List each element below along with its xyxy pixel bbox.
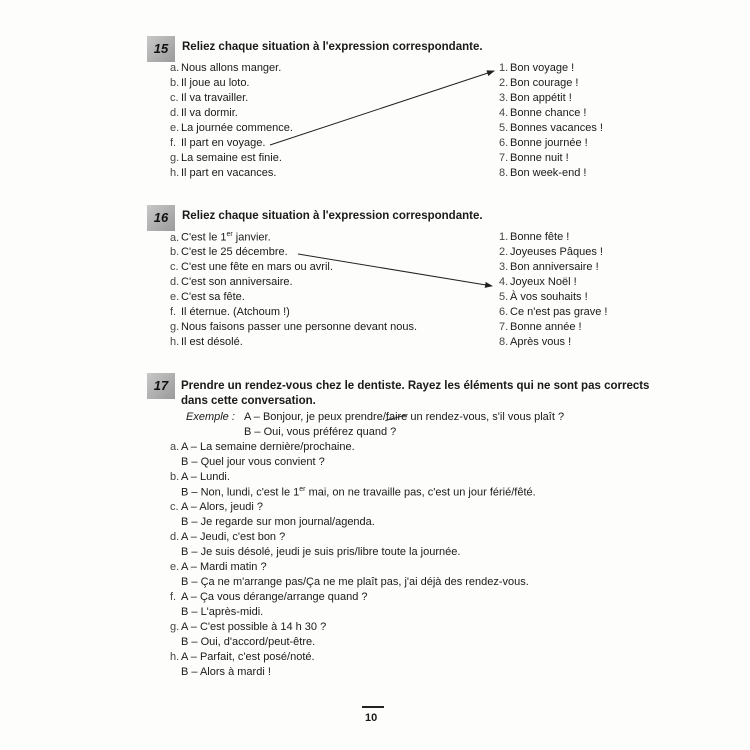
- expression-item: [499, 92, 572, 104]
- expression-item: [499, 306, 608, 318]
- exercise-16-title: Reliez chaque situation à l'expression correspondante.: [182, 210, 483, 222]
- dialogue-line-b: [181, 636, 315, 648]
- item-text: B – Ça ne m'arrange pas/Ça ne me plaît pas, j'ai déjà des rendez-vous.: [181, 576, 529, 588]
- item-label: 6.: [499, 306, 509, 318]
- expression-item: [499, 62, 574, 74]
- item-text: B – Je regarde sur mon journal/agenda.: [181, 516, 375, 528]
- expression-item: [499, 122, 603, 134]
- dialogue-line-a: [170, 471, 230, 483]
- item-text: Bonnes vacances !: [510, 122, 603, 134]
- item-text: Il est désolé.: [181, 336, 243, 348]
- item-label: h.: [170, 167, 180, 179]
- item-text: A – La semaine dernière/prochaine.: [181, 441, 355, 453]
- expression-item: [499, 246, 603, 258]
- expression-item: [499, 336, 571, 348]
- dialogue-line-b: [181, 486, 536, 499]
- arrow-f-to-1: [270, 71, 494, 145]
- item-text: Il joue au loto.: [181, 77, 250, 89]
- item-text: Il va travailler.: [181, 92, 249, 104]
- item-label: 2.: [499, 246, 509, 258]
- situation-item: [170, 291, 245, 303]
- expression-item: [499, 77, 579, 89]
- item-text: Il part en voyage.: [181, 137, 266, 149]
- item-label: h.: [170, 651, 180, 663]
- item-text: A – Ça vous dérange/arrange quand ?: [181, 591, 368, 603]
- item-text: Bonne journée !: [510, 137, 588, 149]
- item-text: Joyeuses Pâques !: [510, 246, 603, 258]
- item-label: f.: [170, 591, 177, 603]
- situation-item: [170, 167, 276, 179]
- item-text: La journée commence.: [181, 122, 293, 134]
- situation-item: [170, 261, 333, 273]
- item-text: Bon courage !: [510, 77, 579, 89]
- situation-item: [170, 77, 250, 89]
- situation-item: [170, 336, 243, 348]
- item-label: c.: [170, 261, 179, 273]
- expression-item: [499, 291, 588, 303]
- item-label: d.: [170, 276, 180, 288]
- item-text: B – Non, lundi, c'est le 1: [181, 486, 300, 499]
- item-label: 1.: [499, 62, 509, 74]
- example-a-text: A – Bonjour, je peux prendre/: [244, 411, 386, 423]
- item-text: Bon week-end !: [510, 167, 587, 179]
- item-label: 8.: [499, 336, 509, 348]
- item-label: 5.: [499, 122, 509, 134]
- item-label: 3.: [499, 261, 509, 273]
- item-label: f.: [170, 137, 177, 149]
- expression-item: [499, 137, 588, 149]
- item-label: 4.: [499, 276, 509, 288]
- dialogue-line-b: [181, 456, 325, 468]
- expression-item: [499, 167, 586, 179]
- item-label: 6.: [499, 137, 509, 149]
- example-line-a: [244, 411, 564, 423]
- dialogue-line-a: [170, 591, 368, 603]
- item-text: Après vous !: [510, 336, 572, 348]
- item-text: B – Oui, d'accord/peut-être.: [181, 636, 316, 648]
- expression-item: [499, 321, 582, 333]
- expression-item: [499, 107, 586, 119]
- item-text: Bonne chance !: [510, 107, 587, 119]
- item-text: Nous faisons passer une personne devant nous.: [181, 321, 418, 333]
- exercise-15-badge: 15: [147, 36, 175, 62]
- item-label: c.: [170, 92, 179, 104]
- item-text: Il va dormir.: [181, 107, 238, 119]
- page-number-rule: [362, 706, 384, 708]
- dialogue-line-a: [170, 561, 267, 573]
- item-label: a.: [170, 231, 180, 244]
- dialogue-line-b: [181, 516, 375, 528]
- example-label: Exemple :: [186, 411, 235, 423]
- situation-item: [170, 246, 288, 258]
- item-text-rest: janvier.: [232, 231, 271, 244]
- situation-item: [170, 107, 238, 119]
- item-label: g.: [170, 621, 180, 633]
- dialogue-line-b: [181, 546, 460, 558]
- item-text: A – Alors, jeudi ?: [181, 501, 263, 513]
- example-a-rest: un rendez-vous, s'il vous plaît ?: [407, 411, 565, 423]
- item-text: A – Jeudi, c'est bon ?: [181, 531, 286, 543]
- item-text: Bon appétit !: [510, 92, 572, 104]
- item-label: d.: [170, 531, 180, 543]
- situation-item: [170, 122, 293, 134]
- situation-item: [170, 306, 290, 318]
- situation-item: [170, 137, 265, 149]
- dialogue-line-a: [170, 441, 355, 453]
- item-label: b.: [170, 471, 180, 483]
- situation-item: [170, 62, 281, 74]
- situation-item: [170, 321, 417, 333]
- example-line-b: B – Oui, vous préférez quand ?: [244, 426, 397, 438]
- item-label: a.: [170, 441, 180, 453]
- item-text: A – C'est possible à 14 h 30 ?: [181, 621, 327, 633]
- item-label: e.: [170, 291, 180, 303]
- item-label: 4.: [499, 107, 509, 119]
- item-text: Bon voyage !: [510, 62, 575, 74]
- superscript: er: [226, 231, 233, 238]
- item-label: f.: [170, 306, 177, 318]
- item-text: À vos souhaits !: [510, 291, 588, 303]
- item-label: 3.: [499, 92, 509, 104]
- item-text: B – Quel jour vous convient ?: [181, 456, 325, 468]
- exercise-16-badge: 16: [147, 205, 175, 231]
- item-label: 1.: [499, 231, 509, 243]
- item-text: Bonne année !: [510, 321, 582, 333]
- item-text: Il éternue. (Atchoum !): [181, 306, 290, 318]
- item-label: e.: [170, 561, 180, 573]
- item-label: h.: [170, 336, 180, 348]
- dialogue-line-a: [170, 501, 263, 513]
- situation-item: [170, 92, 248, 104]
- page-number: 10: [365, 712, 378, 724]
- item-label: b.: [170, 77, 180, 89]
- dialogue-line-a: [170, 531, 285, 543]
- situation-item: [170, 276, 293, 288]
- dialogue-line-b: [181, 606, 263, 618]
- item-label: d.: [170, 107, 180, 119]
- situation-item: [170, 231, 271, 244]
- item-text: Nous allons manger.: [181, 62, 282, 74]
- situation-item: [170, 152, 282, 164]
- item-label: c.: [170, 501, 179, 513]
- exercise-17-badge: 17: [147, 373, 175, 399]
- item-text: Bon anniversaire !: [510, 261, 599, 273]
- item-text: C'est son anniversaire.: [181, 276, 293, 288]
- exercise-17-title-line1: Prendre un rendez-vous chez le dentiste. Rayez les éléments qui ne sont pas corrects: [181, 380, 650, 392]
- exercise-17-title-line2: dans cette conversation.: [181, 395, 316, 407]
- expression-item: [499, 276, 577, 288]
- dialogue-line-b: [181, 666, 271, 678]
- item-text: Bonne nuit !: [510, 152, 569, 164]
- item-text: Bonne fête !: [510, 231, 570, 243]
- item-text-rest: mai, on ne travaille pas, c'est un jour férié/fêté.: [305, 486, 536, 499]
- struck-word: faire: [385, 411, 408, 423]
- item-text: B – Je suis désolé, jeudi je suis pris/libre toute la journée.: [181, 546, 461, 558]
- exercise-15-title: Reliez chaque situation à l'expression correspondante.: [182, 41, 483, 53]
- item-label: 7.: [499, 321, 509, 333]
- item-label: a.: [170, 62, 180, 74]
- item-text: C'est le 1: [181, 231, 227, 244]
- item-text: La semaine est finie.: [181, 152, 282, 164]
- item-label: 7.: [499, 152, 509, 164]
- expression-item: [499, 231, 569, 243]
- item-label: e.: [170, 122, 180, 134]
- item-text: B – Alors à mardi !: [181, 666, 271, 678]
- item-label: b.: [170, 246, 180, 258]
- dialogue-line-a: [170, 651, 315, 663]
- item-text: C'est le 25 décembre.: [181, 246, 288, 258]
- dialogue-line-a: [170, 621, 326, 633]
- item-label: 8.: [499, 167, 509, 179]
- item-label: g.: [170, 152, 180, 164]
- item-text: Ce n'est pas grave !: [510, 306, 608, 318]
- dialogue-line-b: [181, 576, 529, 588]
- item-label: 2.: [499, 77, 509, 89]
- item-label: 5.: [499, 291, 509, 303]
- item-text: C'est sa fête.: [181, 291, 245, 303]
- item-label: g.: [170, 321, 180, 333]
- item-text: A – Lundi.: [181, 471, 230, 483]
- item-text: C'est une fête en mars ou avril.: [181, 261, 333, 273]
- item-text: A – Mardi matin ?: [181, 561, 267, 573]
- expression-item: [499, 152, 569, 164]
- item-text: A – Parfait, c'est posé/noté.: [181, 651, 315, 663]
- superscript: er: [299, 486, 306, 493]
- expression-item: [499, 261, 599, 273]
- item-text: Il part en vacances.: [181, 167, 277, 179]
- item-text: Joyeux Noël !: [510, 276, 577, 288]
- item-text: B – L'après-midi.: [181, 606, 264, 618]
